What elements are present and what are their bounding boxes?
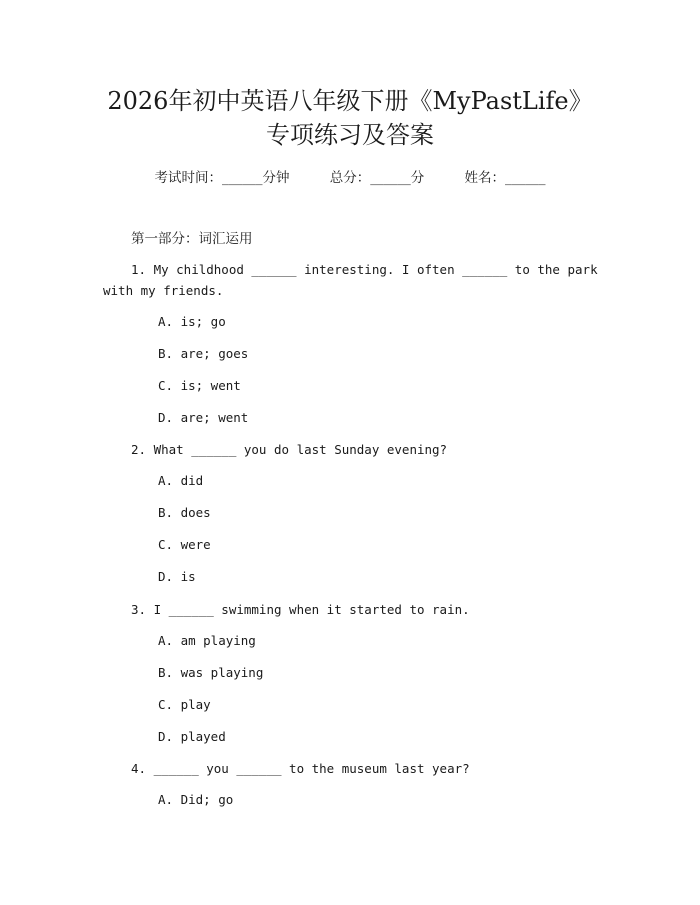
question-3-option-c: C. play bbox=[158, 697, 211, 712]
total-score-field: 总分：______分 bbox=[329, 170, 425, 186]
section-heading: 第一部分：词汇运用 bbox=[131, 231, 253, 247]
question-2-option-b: B. does bbox=[158, 505, 211, 520]
student-name-field: 姓名：______ bbox=[464, 170, 546, 186]
question-1: 1. My childhood ______ interesting. I often ______ to the park with my friends. bbox=[103, 262, 598, 298]
question-4-option-a: A. Did; go bbox=[158, 792, 234, 807]
question-1-option-d: D. are; went bbox=[158, 410, 249, 425]
question-3-option-a: A. am playing bbox=[158, 633, 256, 648]
question-3: 3. I ______ swimming when it started to rain. bbox=[131, 602, 470, 617]
question-4: 4. ______ you ______ to the museum last year? bbox=[131, 761, 470, 776]
question-1-option-b: B. are; goes bbox=[158, 346, 249, 361]
question-3-option-d: D. played bbox=[158, 729, 226, 744]
question-2-option-a: A. did bbox=[158, 473, 204, 488]
document-title-line-2: 专项练习及答案 bbox=[266, 121, 434, 149]
question-3-option-b: B. was playing bbox=[158, 665, 264, 680]
question-1-option-c: C. is; went bbox=[158, 378, 241, 393]
question-2-option-d: D. is bbox=[158, 569, 196, 584]
question-1-option-a: A. is; go bbox=[158, 314, 226, 329]
exam-info-line bbox=[0, 168, 700, 188]
exam-time-field: 考试时间：______分钟 bbox=[154, 170, 290, 186]
question-2-option-c: C. were bbox=[158, 537, 211, 552]
question-2: 2. What ______ you do last Sunday evening? bbox=[131, 442, 448, 457]
document-title-line-1: 2026年初中英语八年级下册《MyPastLife》 bbox=[107, 87, 593, 115]
